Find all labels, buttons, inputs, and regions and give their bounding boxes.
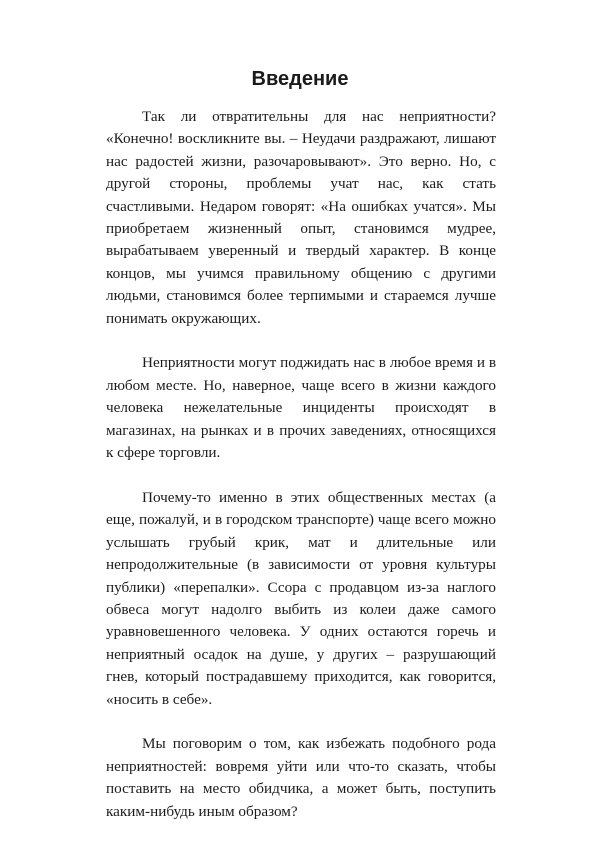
page-title: Введение [251, 68, 349, 90]
body-text [106, 106, 496, 845]
paragraph-1: Так ли отвратительны для нас неприятности? «Конечно! воскликните вы. – Неудачи раздражают, лишают нас радостей жизни, разочаровывают». Это верно. Но, с другой стороны, проблемы учат нас, как стать счастливыми. Недаром говорят: «На ошибках учатся». Мы приобретаем жизненный опыт, становимся мудрее, вырабатываем уверенный и твердый характер. В конце концов, мы учимся правильному общению с другими людьми, становимся более терпимыми и стараемся лучше понимать окружающих. [106, 108, 496, 327]
paragraph-2: Неприятности могут поджидать нас в любое время и в любом месте. Но, наверное, чаще всего в жизни каждого человека нежелательные инциденты происходят в магазинах, на рынках и в прочих заведениях, относящихся к сфере торговли. [106, 354, 496, 462]
paragraph-3: Почему-то именно в этих общественных местах (а еще, пожалуй, и в городском транспорте) чаще всего можно услышать грубый крик, мат и длительные или непродолжительные (в зависимости от уровня культуры публики) «перепалки». Ссора с продавцом из-за наглого обвеса могут надолго выбить из колеи даже самого уравновешенного человека. У одних остаются горечь и неприятный осадок на душе, у других – разрушающий гнев, который пострадавшему приходится, как говорится, «носить в себе». [106, 488, 496, 708]
paragraph-4: Мы поговорим о том, как избежать подобного рода неприятностей: вовремя уйти или что-то сказать, чтобы поставить на место обидчика, а может быть, поступить каким-нибудь иным образом? [106, 735, 496, 820]
